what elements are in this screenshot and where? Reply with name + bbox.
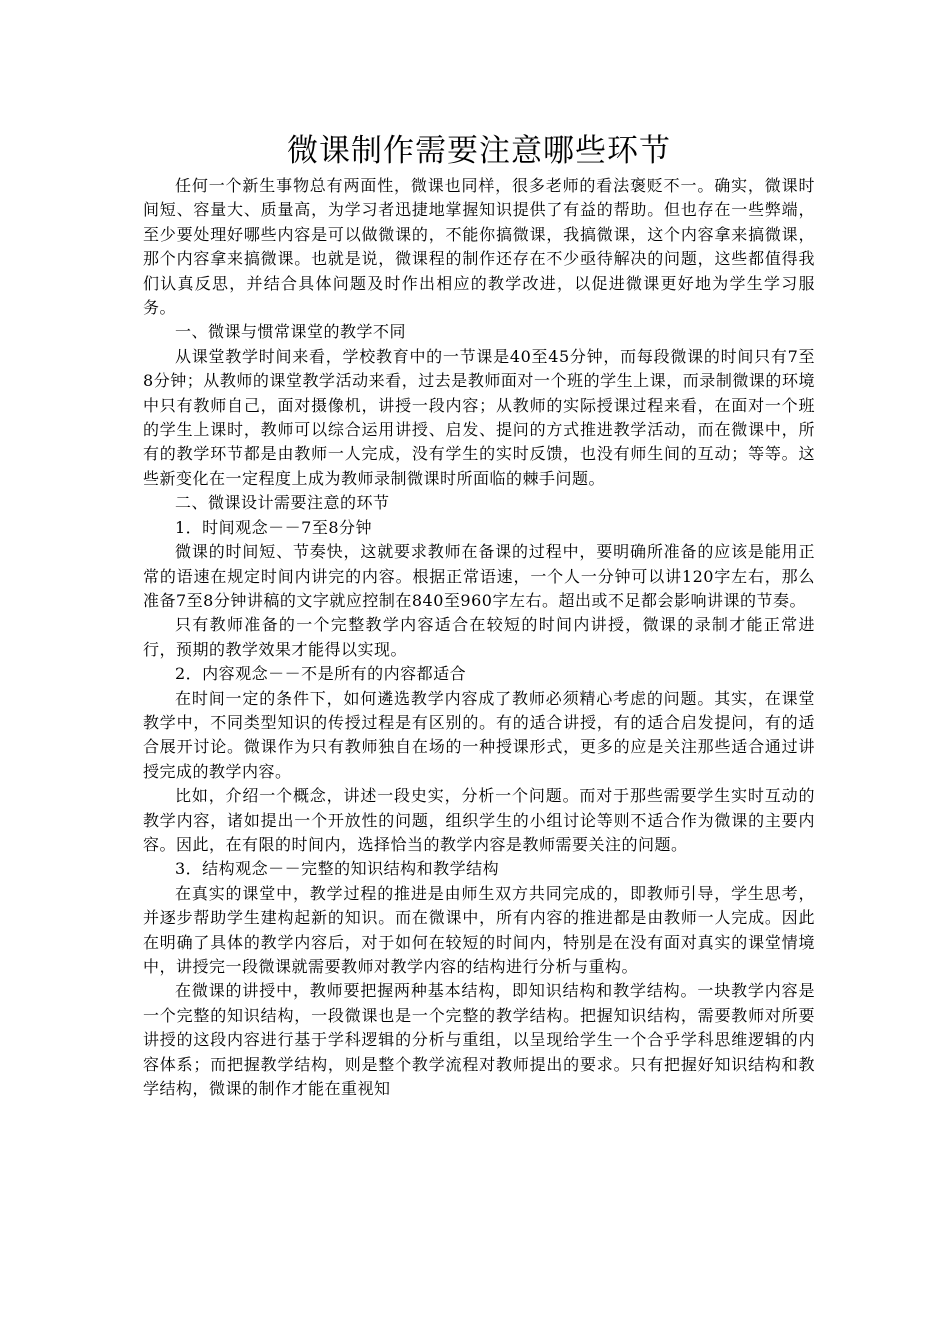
paragraph-intro: 任何一个新生事物总有两面性，微课也同样，很多老师的看法褒贬不一。确实，微课时间短、容量大、质量高，为学习者迅捷地掌握知识提供了有益的帮助。但也存在一些弊端，至少要处理好哪些内容是可以做微课的，不能你搞微课，我搞微课，这个内容拿来搞微课，那个内容拿来搞微课。也就是说，微课程的制作还存在不少亟待解决的问题，这些都值得我们认真反思，并结合具体问题及时作出相应的教学改进，以促进微课更好地为学生学习服务。 — [143, 176, 815, 318]
document-body — [143, 120, 815, 1101]
paragraph: 微课的时间短、节奏快，这就要求教师在备课的过程中，要明确所准备的应该是能用正常的语速在规定时间内讲完的内容。根据正常语速，一个人一分钟可以讲120字左右，那么准备7至8分钟讲稿的文字就应控制在840至960字左右。超出或不足都会影响讲课的节奏。 — [143, 542, 815, 610]
section-heading-2: 二、微课设计需要注意的环节 — [175, 493, 390, 513]
document-title: 微课制作需要注意哪些环节 — [287, 133, 671, 169]
subsection-heading-time: 1．时间观念－－7至8分钟 — [175, 517, 373, 537]
paragraph: 比如，介绍一个概念，讲述一段史实，分析一个问题。而对于那些需要学生实时互动的教学内容，诸如提出一个开放性的问题，组织学生的小组讨论等则不适合作为微课的主要内容。因此，在有限的时间内，选择恰当的教学内容是教师需要关注的问题。 — [143, 786, 815, 854]
paragraph: 从课堂教学时间来看，学校教育中的一节课是40至45分钟，而每段微课的时间只有7至8分钟；从教师的课堂教学活动来看，过去是教师面对一个班的学生上课，而录制微课的环境中只有教师自己，面对摄像机，讲授一段内容；从教师的实际授课过程来看，在面对一个班的学生上课时，教师可以综合运用讲授、启发、提问的方式推进教学活动，而在微课中，所有的教学环节都是由教师一人完成，没有学生的实时反馈，也没有师生间的互动；等等。这些新变化在一定程度上成为教师录制微课时所面临的棘手问题。 — [143, 346, 815, 488]
paragraph: 在微课的讲授中，教师要把握两种基本结构，即知识结构和教学结构。一块教学内容是一个完整的知识结构，一段微课也是一个完整的教学结构。把握知识结构，需要教师对所要讲授的这段内容进行基于学科逻辑的分析与重组，以呈现给学生一个合乎学科思维逻辑的内容体系；而把握教学结构，则是整个教学流程对教师提出的要求。只有把握好知识结构和教学结构，微课的制作才能在重视知 — [143, 981, 815, 1099]
section-heading-1: 一、微课与惯常课堂的教学不同 — [175, 322, 407, 342]
subsection-heading-content: 2．内容观念－－不是所有的内容都适合 — [175, 664, 467, 684]
subsection-heading-structure: 3．结构观念－－完整的知识结构和教学结构 — [175, 859, 500, 879]
paragraph: 在时间一定的条件下，如何遴选教学内容成了教师必须精心考虑的问题。其实，在课堂教学中，不同类型知识的传授过程是有区别的。有的适合讲授，有的适合启发提问，有的适合展开讨论。微课作为只有教师独自在场的一种授课形式，更多的应是关注那些适合通过讲授完成的教学内容。 — [143, 688, 815, 781]
paragraph: 在真实的课堂中，教学过程的推进是由师生双方共同完成的，即教师引导，学生思考，并逐步帮助学生建构起新的知识。而在微课中，所有内容的推进都是由教师一人完成。因此在明确了具体的教学内容后，对于如何在较短的时间内，特别是在没有面对真实的课堂情境中，讲授完一段微课就需要教师对教学内容的结构进行分析与重构。 — [143, 883, 815, 976]
paragraph: 只有教师准备的一个完整教学内容适合在较短的时间内讲授，微课的录制才能正常进行，预期的教学效果才能得以实现。 — [143, 615, 815, 659]
